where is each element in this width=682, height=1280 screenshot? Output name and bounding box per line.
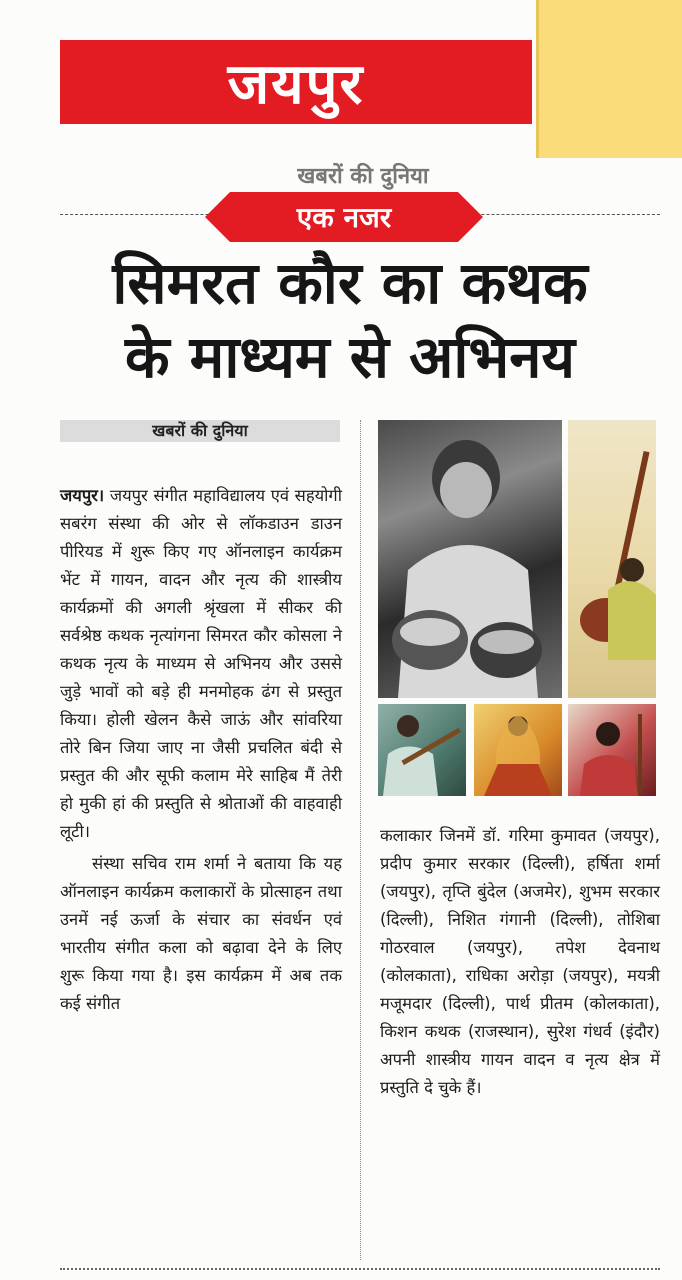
article-column-right	[380, 822, 660, 1102]
column-divider	[360, 420, 361, 1260]
sitar-player-photo	[378, 704, 466, 796]
kathak-dancer-photo	[474, 704, 562, 796]
ribbon-text: एक नजर	[296, 201, 392, 234]
sitar-player-illustration	[378, 704, 466, 796]
ribbon-right-notch	[458, 192, 483, 242]
tabla-player-illustration	[378, 420, 562, 698]
dateline: जयपुर।	[60, 486, 105, 505]
tabla-player-photo	[378, 420, 562, 698]
headline-line-2: के माध्यम से अभिनय	[124, 323, 576, 391]
city-banner-text: जयपुर	[227, 52, 365, 117]
kathak-dancer-illustration	[474, 704, 562, 796]
article-paragraph-1	[60, 482, 342, 846]
tanpura-singer-photo	[568, 420, 656, 698]
ribbon-left-notch	[205, 192, 230, 242]
article-headline	[40, 246, 660, 394]
ek-nazar-ribbon	[230, 192, 458, 242]
article-paragraph-3: कलाकार जिनमें डॉ. गरिमा कुमावत (जयपुर), प्रदीप कुमार सरकार (दिल्ली), हर्षिता शर्मा (जयपुर), तृप्ति बुंदेल (अजमेर), शुभम सरकार (दिल्ली), निशित गंगानी (दिल्ली), तोशिबा गोठरवाल (जयपुर), तपेश देवनाथ (कोलकाता), राधिका अरोड़ा (जयपुर), मयत्री मजूमदार (दिल्ली), पार्थ प्रीतम (कोलकाता), किशन कथक (राजस्थान), सुरेश गंधर्व (इंदौर) अपनी शास्त्रीय गायन वादन व नृत्य क्षेत्र में प्रस्तुति दे चुके हैं।	[380, 826, 660, 1097]
vocalist-photo	[568, 704, 656, 796]
article-column-left	[60, 482, 342, 1022]
tanpura-singer-illustration	[568, 420, 656, 698]
city-banner	[60, 40, 532, 124]
headline-line-1: सिमरत कौर का कथक	[112, 249, 588, 317]
corner-color-block	[536, 0, 682, 158]
bottom-rule	[60, 1268, 660, 1270]
article-paragraph-2: संस्था सचिव राम शर्मा ने बताया कि यह ऑनलाइन कार्यक्रम कलाकारों के प्रोत्साहन तथा उनमें नई ऊर्जा के संचार का संवर्धन एवं भारतीय संगीत कला को बढ़ावा देने के लिए शुरू किया गया है। इस कार्यक्रम में अब तक कई संगीत	[60, 854, 342, 1013]
byline: खबरों की दुनिया	[60, 420, 340, 442]
section-kicker: खबरों की दुनिया	[297, 164, 429, 189]
paragraph-1-text: जयपुर संगीत महाविद्यालय एवं सहयोगी सबरंग संस्था की ओर से लॉकडाउन डाउन पीरियड में शुरू किए गए ऑनलाइन कार्यक्रम भेंट में गायन, वादन और नृत्य की शास्त्रीय कार्यक्रमों की अगली श्रृंखला में सीकर की सर्वश्रेष्ठ कथक नृत्यांगना सिमरत कौर कोसला ने कथक नृत्य के माध्यम से अभिनय और उससे जुड़े भावों को बड़े ही मनमोहक ढंग से प्रस्तुत किया। होली खेलन कैसे जाऊं और सांवरिया तोरे बिन जिया जाए ना जैसी प्रचलित बंदी से प्रस्तुत की और सूफी कलाम मेरे साहिब मैं तेरी हो मुकी हां की प्रस्तुति से श्रोताओं की वाहवाही लूटी।	[60, 486, 342, 841]
vocalist-illustration	[568, 704, 656, 796]
